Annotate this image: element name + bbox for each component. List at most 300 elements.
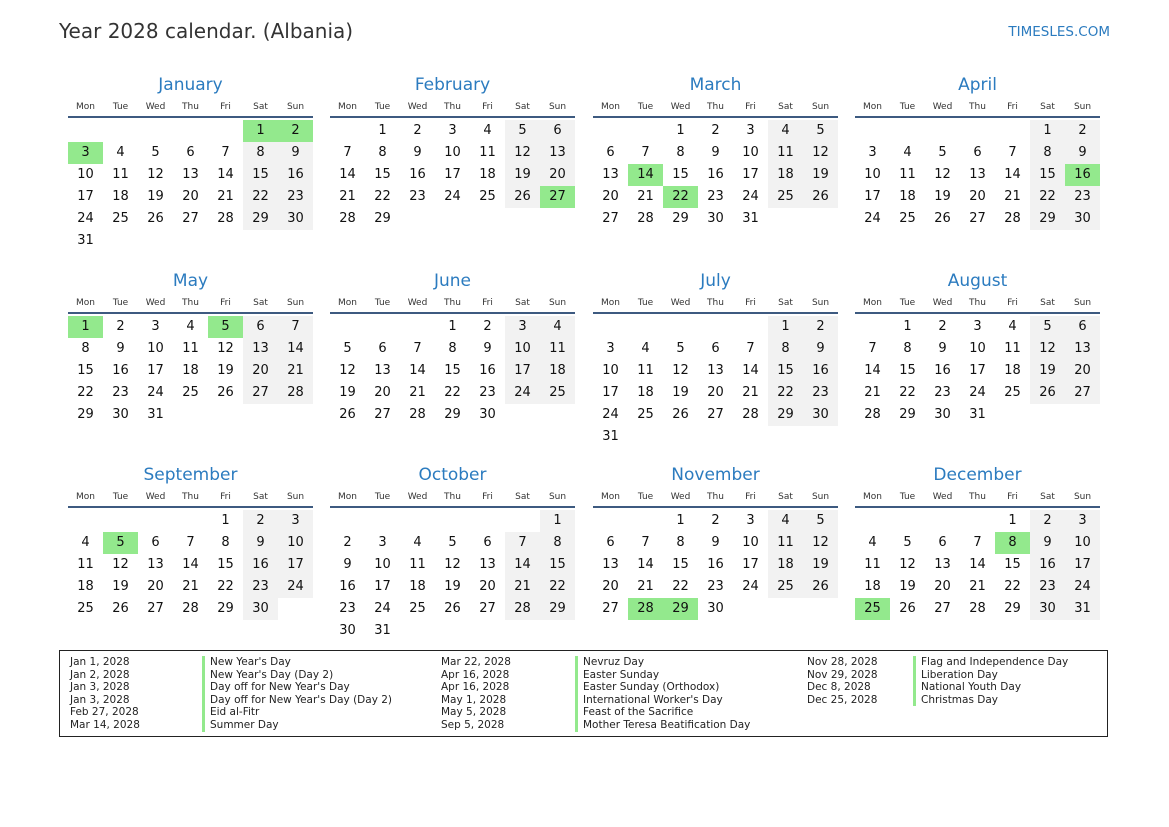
day-cell: 29 [768, 404, 803, 426]
weekday-label: Wed [932, 102, 953, 112]
weekday-label: Sun [286, 492, 305, 502]
day-cell: 20 [243, 360, 278, 382]
day-cell: 29 [1030, 208, 1065, 230]
day-cell: 16 [934, 363, 951, 378]
day-cell: 3 [505, 316, 540, 338]
day-cell: 3 [746, 123, 755, 138]
day-cell: 13 [934, 557, 951, 572]
day-cell: 29 [672, 211, 689, 226]
weekday-label: Thu [182, 298, 199, 308]
day-cell: 9 [413, 145, 422, 160]
day-cell: 18 [1004, 363, 1021, 378]
day-cell: 2 [343, 535, 352, 550]
day-cell: 12 [444, 557, 461, 572]
day-cell: 30 [278, 208, 313, 230]
day-cell: 29 [243, 208, 278, 230]
day-cell: 27 [1065, 382, 1100, 404]
day-cell: 12 [112, 557, 129, 572]
legend-holiday-name: Day off for New Year's Day (Day 2) [202, 694, 392, 707]
day-cell: 13 [479, 557, 496, 572]
day-cell: 27 [934, 601, 951, 616]
day-cell: 8 [378, 145, 387, 160]
day-cell: 20 [707, 385, 724, 400]
weekday-label: Tue [112, 102, 129, 112]
legend-dates-col-3 [807, 656, 878, 706]
day-cell: 10 [374, 557, 391, 572]
day-cell: 20 [1065, 360, 1100, 382]
day-cell: 28 [864, 407, 881, 422]
day-cell: 30 [112, 407, 129, 422]
day-cell: 25 [77, 601, 94, 616]
weekday-label: Mon [601, 298, 620, 308]
month-february [330, 72, 575, 230]
days-grid [593, 510, 838, 620]
day-cell: 22 [1004, 579, 1021, 594]
day-cell: 11 [768, 532, 803, 554]
weekday-label: Sat [1040, 102, 1055, 112]
weekday-label: Thu [444, 102, 461, 112]
month-name: July [700, 271, 731, 291]
day-cell: 13 [374, 363, 391, 378]
day-cell: 14 [339, 167, 356, 182]
day-cell: 1 [540, 510, 575, 532]
legend-date: Nov 29, 2028 [807, 668, 878, 681]
weekday-label: Mon [338, 102, 357, 112]
day-cell: 4 [868, 535, 877, 550]
day-cell: 29 [77, 407, 94, 422]
day-cell: 28 [182, 601, 199, 616]
day-cell: 17 [742, 167, 759, 182]
day-cell: 10 [77, 167, 94, 182]
day-cell: 26 [899, 601, 916, 616]
holiday-day-cell: 5 [208, 316, 243, 338]
day-cell: 6 [540, 120, 575, 142]
day-cell: 21 [1004, 189, 1021, 204]
day-cell: 10 [602, 363, 619, 378]
day-cell: 13 [540, 142, 575, 164]
legend-holiday-name: New Year's Day [202, 656, 392, 669]
weekday-label: Mon [338, 298, 357, 308]
legend-holiday-name: Summer Day [202, 719, 392, 732]
day-cell: 30 [243, 598, 278, 620]
brand-link[interactable]: TIMESLES.COM [1008, 24, 1110, 40]
day-cell: 23 [409, 189, 426, 204]
weekday-label: Mon [338, 492, 357, 502]
day-cell: 22 [444, 385, 461, 400]
weekday-label: Sat [778, 298, 793, 308]
day-cell: 23 [1065, 186, 1100, 208]
weekday-header [68, 98, 313, 118]
weekday-label: Fri [745, 492, 756, 502]
day-cell: 10 [742, 145, 759, 160]
day-cell: 30 [479, 407, 496, 422]
weekday-label: Sun [1073, 102, 1092, 112]
day-cell: 18 [864, 579, 881, 594]
day-cell: 2 [711, 513, 720, 528]
weekday-label: Thu [444, 298, 461, 308]
day-cell: 27 [602, 601, 619, 616]
day-cell: 3 [1065, 510, 1100, 532]
day-cell: 31 [147, 407, 164, 422]
day-cell: 21 [505, 576, 540, 598]
legend-holiday-name: National Youth Day [913, 681, 1068, 694]
day-cell: 13 [707, 363, 724, 378]
day-cell: 31 [1065, 598, 1100, 620]
day-cell: 25 [409, 601, 426, 616]
day-cell: 9 [343, 557, 352, 572]
day-cell: 11 [77, 557, 94, 572]
holiday-day-cell: 27 [540, 186, 575, 208]
day-cell: 20 [182, 189, 199, 204]
month-may [68, 268, 313, 426]
day-cell: 26 [803, 186, 838, 208]
day-cell: 16 [803, 360, 838, 382]
day-cell: 23 [934, 385, 951, 400]
day-cell: 12 [899, 557, 916, 572]
day-cell: 17 [374, 579, 391, 594]
weekday-label: Thu [707, 298, 724, 308]
day-cell: 30 [934, 407, 951, 422]
day-cell: 1 [676, 123, 685, 138]
day-cell: 7 [868, 341, 877, 356]
day-cell: 17 [969, 363, 986, 378]
weekday-label: Tue [637, 298, 654, 308]
day-cell: 4 [116, 145, 125, 160]
month-name: September [143, 465, 238, 485]
weekday-label: Tue [374, 298, 391, 308]
holiday-day-cell: 22 [663, 186, 698, 208]
days-grid [593, 316, 838, 448]
days-grid [68, 316, 313, 426]
weekday-label: Wed [407, 102, 428, 112]
day-cell: 4 [540, 316, 575, 338]
day-cell: 10 [742, 535, 759, 550]
weekday-label: Sat [1040, 492, 1055, 502]
days-grid [855, 120, 1100, 230]
weekday-label: Thu [182, 492, 199, 502]
weekday-label: Fri [482, 102, 493, 112]
day-cell: 12 [803, 532, 838, 554]
day-cell: 3 [868, 145, 877, 160]
day-cell: 19 [1030, 360, 1065, 382]
day-cell: 5 [903, 535, 912, 550]
day-cell: 15 [374, 167, 391, 182]
day-cell: 11 [112, 167, 129, 182]
legend-date: May 5, 2028 [441, 706, 507, 719]
weekday-label: Thu [707, 492, 724, 502]
day-cell: 8 [903, 341, 912, 356]
legend-date: Jan 1, 2028 [70, 656, 130, 668]
day-cell: 31 [602, 429, 619, 444]
day-cell: 17 [444, 167, 461, 182]
weekday-label: Wed [670, 298, 691, 308]
weekday-header [855, 488, 1100, 508]
day-cell: 31 [374, 623, 391, 638]
day-cell: 24 [505, 382, 540, 404]
weekday-label: Sat [1040, 298, 1055, 308]
day-cell: 6 [711, 341, 720, 356]
weekday-label: Thu [969, 492, 986, 502]
weekday-label: Sat [515, 102, 530, 112]
day-cell: 26 [505, 186, 540, 208]
day-cell: 1 [768, 316, 803, 338]
day-cell: 3 [606, 341, 615, 356]
day-cell: 6 [1065, 316, 1100, 338]
day-cell: 13 [182, 167, 199, 182]
day-cell: 27 [969, 211, 986, 226]
day-cell: 24 [278, 576, 313, 598]
day-cell: 12 [672, 363, 689, 378]
day-cell: 8 [1030, 142, 1065, 164]
legend-holiday-name: Day off for New Year's Day [202, 681, 392, 694]
days-grid [330, 120, 575, 230]
day-cell: 30 [1030, 598, 1065, 620]
day-cell: 16 [278, 164, 313, 186]
day-cell: 19 [505, 164, 540, 186]
weekday-label: Sun [286, 298, 305, 308]
weekday-header [855, 98, 1100, 118]
day-cell: 22 [217, 579, 234, 594]
day-cell: 13 [969, 167, 986, 182]
holiday-day-cell: 8 [995, 532, 1030, 554]
day-cell: 11 [1004, 341, 1021, 356]
weekday-label: Fri [220, 492, 231, 502]
weekday-label: Tue [112, 298, 129, 308]
legend-holiday-name: Flag and Independence Day [913, 656, 1068, 669]
day-cell: 20 [934, 579, 951, 594]
day-cell: 26 [934, 211, 951, 226]
day-cell: 8 [676, 535, 685, 550]
day-cell: 5 [938, 145, 947, 160]
day-cell: 27 [374, 407, 391, 422]
day-cell: 20 [540, 164, 575, 186]
holiday-day-cell: 2 [278, 120, 313, 142]
weekday-header [593, 294, 838, 314]
day-cell: 26 [803, 576, 838, 598]
weekday-label: Mon [601, 492, 620, 502]
day-cell: 6 [606, 535, 615, 550]
day-cell: 21 [969, 579, 986, 594]
day-cell: 9 [1065, 142, 1100, 164]
day-cell: 9 [1030, 532, 1065, 554]
day-cell: 29 [540, 598, 575, 620]
day-cell: 1 [448, 319, 457, 334]
holiday-day-cell: 3 [68, 142, 103, 164]
day-cell: 21 [278, 360, 313, 382]
day-cell: 20 [969, 189, 986, 204]
day-cell: 16 [339, 579, 356, 594]
day-cell: 7 [641, 535, 650, 550]
day-cell: 20 [374, 385, 391, 400]
weekday-label: Sat [253, 102, 268, 112]
month-december [855, 462, 1100, 620]
day-cell: 9 [711, 145, 720, 160]
day-cell: 30 [803, 404, 838, 426]
weekday-label: Wed [670, 492, 691, 502]
weekday-label: Fri [482, 298, 493, 308]
day-cell: 28 [1004, 211, 1021, 226]
day-cell: 22 [768, 382, 803, 404]
day-cell: 11 [768, 142, 803, 164]
day-cell: 25 [1004, 385, 1021, 400]
legend-date: Jan 2, 2028 [70, 668, 130, 681]
holiday-day-cell: 1 [243, 120, 278, 142]
day-cell: 2 [803, 316, 838, 338]
weekday-label: Fri [1007, 298, 1018, 308]
day-cell: 10 [147, 341, 164, 356]
day-cell: 11 [182, 341, 199, 356]
day-cell: 12 [217, 341, 234, 356]
day-cell: 15 [243, 164, 278, 186]
day-cell: 8 [676, 145, 685, 160]
weekday-label: Sun [548, 102, 567, 112]
day-cell: 15 [444, 363, 461, 378]
day-cell: 6 [938, 535, 947, 550]
day-cell: 5 [448, 535, 457, 550]
day-cell: 4 [81, 535, 90, 550]
day-cell: 3 [973, 319, 982, 334]
day-cell: 14 [217, 167, 234, 182]
day-cell: 30 [707, 211, 724, 226]
day-cell: 4 [1008, 319, 1017, 334]
weekday-label: Sun [548, 492, 567, 502]
day-cell: 22 [899, 385, 916, 400]
day-cell: 10 [969, 341, 986, 356]
day-cell: 3 [378, 535, 387, 550]
day-cell: 28 [409, 407, 426, 422]
day-cell: 1 [676, 513, 685, 528]
days-grid [330, 316, 575, 426]
day-cell: 7 [343, 145, 352, 160]
day-cell: 25 [899, 211, 916, 226]
legend-holiday-name: Eid al-Fitr [202, 706, 392, 719]
holiday-day-cell: 25 [855, 598, 890, 620]
weekday-label: Thu [182, 102, 199, 112]
holiday-legend [59, 650, 1108, 737]
day-cell: 24 [444, 189, 461, 204]
day-cell: 6 [483, 535, 492, 550]
day-cell: 27 [479, 601, 496, 616]
day-cell: 8 [540, 532, 575, 554]
day-cell: 14 [278, 338, 313, 360]
day-cell: 20 [147, 579, 164, 594]
day-cell: 19 [803, 164, 838, 186]
day-cell: 24 [1065, 576, 1100, 598]
legend-date: Jan 3, 2028 [70, 693, 130, 706]
day-cell: 7 [278, 316, 313, 338]
day-cell: 23 [339, 601, 356, 616]
month-october [330, 462, 575, 642]
day-cell: 18 [479, 167, 496, 182]
day-cell: 6 [973, 145, 982, 160]
legend-holiday-name: New Year's Day (Day 2) [202, 669, 392, 682]
day-cell: 8 [81, 341, 90, 356]
day-cell: 28 [339, 211, 356, 226]
day-cell: 31 [77, 233, 94, 248]
day-cell: 5 [1030, 316, 1065, 338]
day-cell: 22 [77, 385, 94, 400]
day-cell: 24 [374, 601, 391, 616]
legend-holiday-name: Liberation Day [913, 669, 1068, 682]
day-cell: 7 [746, 341, 755, 356]
day-cell: 25 [637, 407, 654, 422]
day-cell: 29 [217, 601, 234, 616]
month-march [593, 72, 838, 230]
day-cell: 7 [221, 145, 230, 160]
day-cell: 20 [602, 579, 619, 594]
day-cell: 17 [147, 363, 164, 378]
day-cell: 21 [637, 189, 654, 204]
day-cell: 4 [186, 319, 195, 334]
legend-date: May 1, 2028 [441, 693, 507, 706]
legend-date: Dec 8, 2028 [807, 681, 871, 694]
day-cell: 10 [278, 532, 313, 554]
day-cell: 4 [641, 341, 650, 356]
day-cell: 19 [899, 579, 916, 594]
weekday-label: Fri [1007, 102, 1018, 112]
day-cell: 12 [934, 167, 951, 182]
weekday-label: Fri [745, 102, 756, 112]
holiday-day-cell: 29 [663, 598, 698, 620]
day-cell: 28 [217, 211, 234, 226]
day-cell: 16 [409, 167, 426, 182]
day-cell: 9 [483, 341, 492, 356]
day-cell: 14 [864, 363, 881, 378]
day-cell: 7 [186, 535, 195, 550]
day-cell: 20 [479, 579, 496, 594]
day-cell: 14 [637, 557, 654, 572]
day-cell: 9 [711, 535, 720, 550]
day-cell: 20 [602, 189, 619, 204]
day-cell: 11 [409, 557, 426, 572]
day-cell: 4 [483, 123, 492, 138]
day-cell: 22 [1030, 186, 1065, 208]
day-cell: 26 [339, 407, 356, 422]
day-cell: 25 [768, 576, 803, 598]
day-cell: 23 [112, 385, 129, 400]
day-cell: 6 [606, 145, 615, 160]
legend-date: Feb 27, 2028 [70, 706, 139, 719]
day-cell: 22 [243, 186, 278, 208]
month-november [593, 462, 838, 620]
day-cell: 21 [742, 385, 759, 400]
month-april [855, 72, 1100, 230]
day-cell: 6 [186, 145, 195, 160]
day-cell: 26 [672, 407, 689, 422]
weekday-label: Fri [1007, 492, 1018, 502]
day-cell: 27 [602, 211, 619, 226]
day-cell: 27 [147, 601, 164, 616]
day-cell: 25 [540, 382, 575, 404]
weekday-label: Mon [863, 492, 882, 502]
day-cell: 8 [768, 338, 803, 360]
day-cell: 2 [243, 510, 278, 532]
weekday-label: Sun [1073, 492, 1092, 502]
day-cell: 2 [483, 319, 492, 334]
day-cell: 12 [1030, 338, 1065, 360]
day-cell: 5 [676, 341, 685, 356]
weekday-label: Tue [374, 492, 391, 502]
day-cell: 18 [540, 360, 575, 382]
day-cell: 2 [413, 123, 422, 138]
day-cell: 30 [707, 601, 724, 616]
legend-date: Apr 16, 2028 [441, 681, 510, 694]
day-cell: 2 [116, 319, 125, 334]
day-cell: 15 [217, 557, 234, 572]
day-cell: 28 [278, 382, 313, 404]
day-cell: 29 [374, 211, 391, 226]
day-cell: 28 [742, 407, 759, 422]
